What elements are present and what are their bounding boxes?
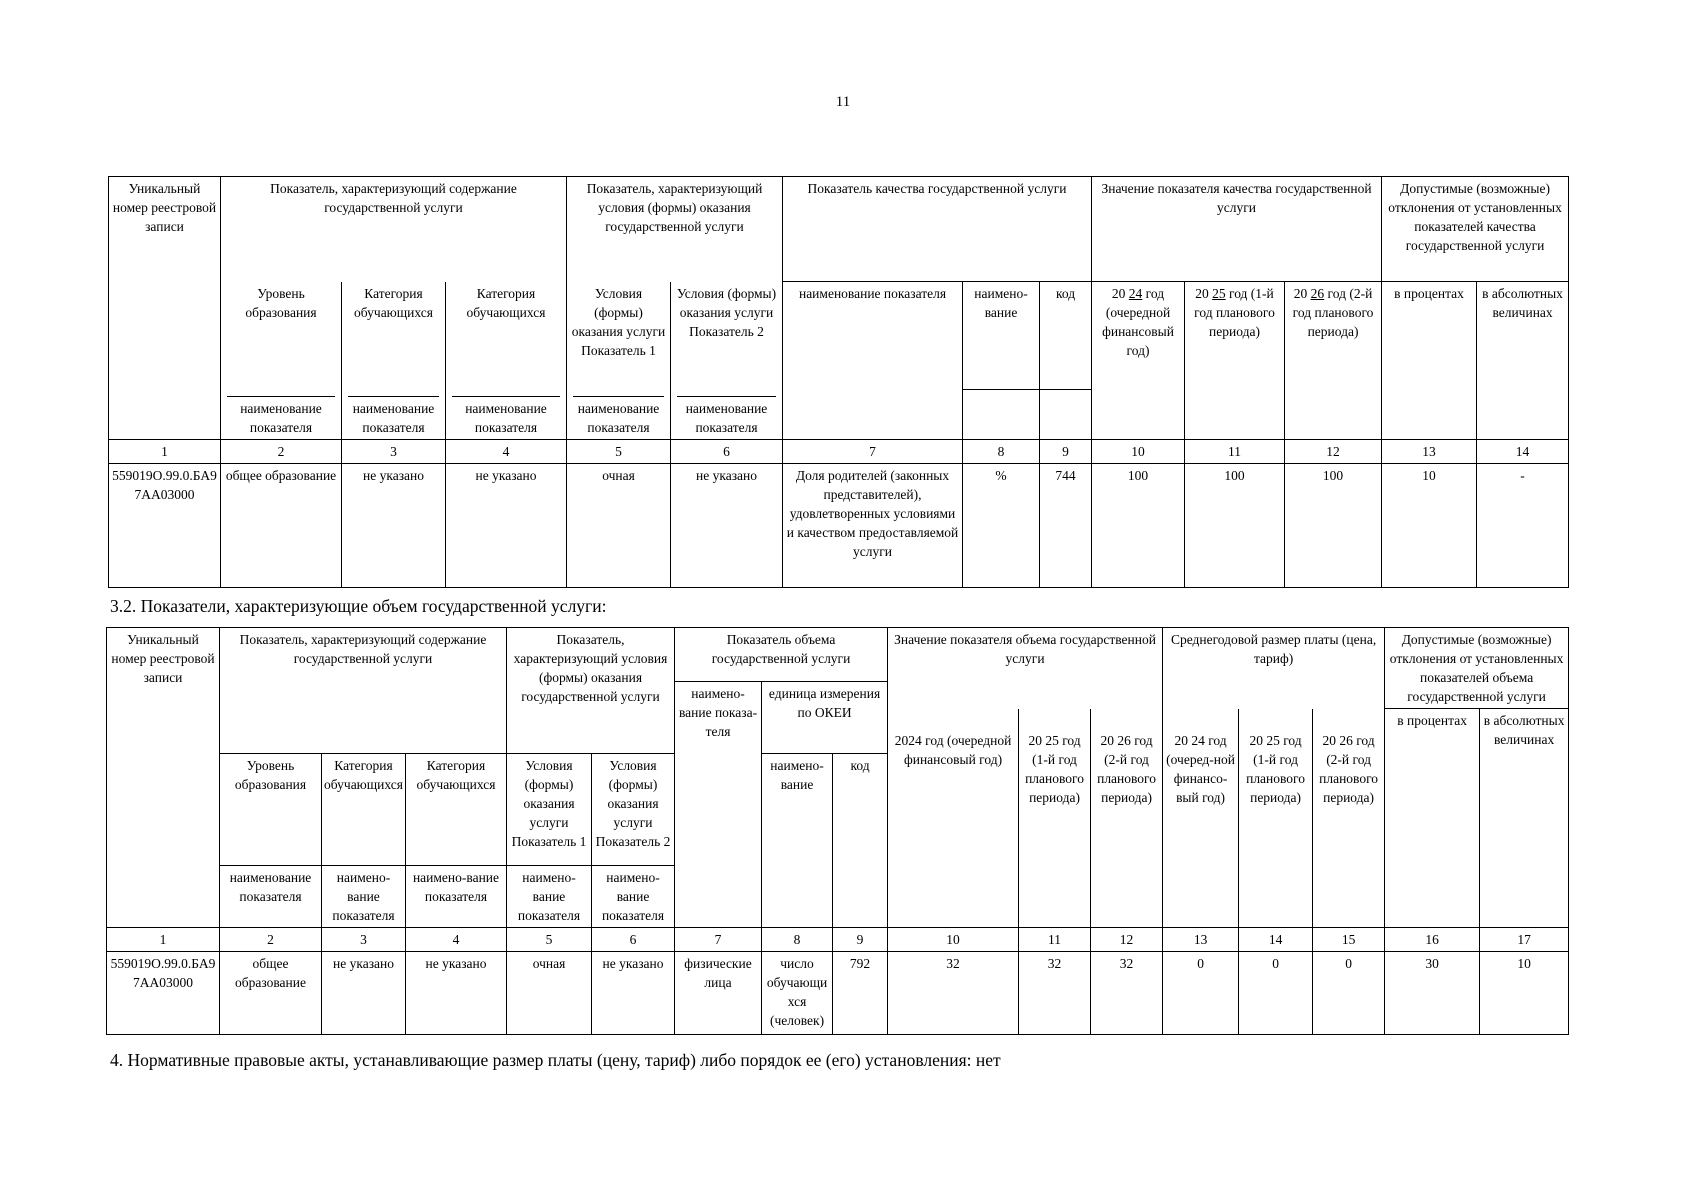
header-conditions-2: Условия (формы) оказания услуги Показатель 2 xyxy=(676,285,777,339)
col-num: 2 xyxy=(220,928,322,952)
page-number: 11 xyxy=(835,94,851,110)
header-volume-value: Значение показателя объема государственной услуги xyxy=(888,628,1163,709)
section-3-2-heading: 3.2. Показатели, характеризующие объем государственной услуги: xyxy=(110,596,607,616)
table-row xyxy=(107,952,1569,1035)
registry-number: 559019О.99.0.БА97АА03000 xyxy=(107,952,220,1035)
cell-value: % xyxy=(963,463,1040,587)
year-3-value: 26 xyxy=(1310,286,1325,301)
header-student-category-2: Категория обучающихся xyxy=(406,754,507,866)
indicator-name-1: наименование показателя xyxy=(220,866,322,928)
unit-code-empty xyxy=(1040,390,1092,440)
header-content-indicator: Показатель, характеризующий содержание государственной услуги xyxy=(220,628,507,709)
col-num: 14 xyxy=(1477,439,1569,463)
header-unit-okei: единица измерения по ОКЕИ xyxy=(762,682,888,754)
header-unique-number: Уникальный номер реестровой записи xyxy=(107,628,220,754)
col-num: 9 xyxy=(1040,439,1092,463)
header-year-2: 20 25 год (1-й год планового периода) xyxy=(1185,282,1285,440)
indicator-name-2: наимено-вание показателя xyxy=(322,866,406,928)
cell-value: 32 xyxy=(1019,952,1091,1035)
cell-value: 10 xyxy=(1480,952,1569,1035)
cell-value: число обучающихся (человек) xyxy=(762,952,833,1035)
header-unique-number: Уникальный номер реестровой записи xyxy=(109,177,221,440)
header-allowed-deviations: Допустимые (возможные) отклонения от установленных показателей качества государственной услуги xyxy=(1382,177,1569,282)
col-num: 9 xyxy=(833,928,888,952)
header-quality-indicator: Показатель качества государственной услуги xyxy=(783,177,1092,282)
col-num: 1 xyxy=(109,439,221,463)
col-num: 1 xyxy=(107,928,220,952)
col-num: 8 xyxy=(963,439,1040,463)
column-numbers-row xyxy=(109,439,1569,463)
cell-value: 0 xyxy=(1239,952,1313,1035)
col-num: 2 xyxy=(221,439,342,463)
header-value-year-3: 20 26 год (2-й год планового периода) xyxy=(1091,709,1163,928)
header-student-category-1: Категория обучающихся xyxy=(354,285,433,320)
header-education-level: Уровень образования xyxy=(245,285,317,320)
unique-spacer xyxy=(107,754,220,928)
header-value-year-2: 20 25 год (1-й год планового периода) xyxy=(1019,709,1091,928)
col-num: 3 xyxy=(342,439,446,463)
col-num: 4 xyxy=(406,928,507,952)
cell-c2 xyxy=(342,282,446,390)
table-row xyxy=(109,463,1569,587)
cell-value: 32 xyxy=(1091,952,1163,1035)
cell-value: не указано xyxy=(592,952,675,1035)
cell-value: 744 xyxy=(1040,463,1092,587)
header-quality-value: Значение показателя качества государственной услуги xyxy=(1092,177,1382,282)
header-average-fee: Среднегодовой размер платы (цена, тариф) xyxy=(1163,628,1385,709)
cell-value: 0 xyxy=(1163,952,1239,1035)
registry-number: 559019О.99.0.БА97АА03000 xyxy=(109,463,221,587)
indicator-name-2: наименование показателя xyxy=(342,390,446,440)
header-fee-year-1: 20 24 год (очеред-ной финансо-вый год) xyxy=(1163,709,1239,928)
conditions-spacer xyxy=(507,709,675,754)
col-num: 4 xyxy=(446,439,567,463)
col-num: 16 xyxy=(1385,928,1480,952)
header-absolute: в абсолютных величинах xyxy=(1480,709,1569,928)
col-num: 12 xyxy=(1091,928,1163,952)
col-num: 6 xyxy=(592,928,675,952)
header-percent: в процентах xyxy=(1385,709,1480,928)
col-num: 14 xyxy=(1239,928,1313,952)
section-4-text: 4. Нормативные правовые акты, устанавливающие размер платы (цену, тариф) либо порядок ее (его) установления: нет xyxy=(110,1050,1001,1070)
header-fee-year-2: 20 25 год (1-й год планового периода) xyxy=(1239,709,1313,928)
header-year-1: 20 24 год (очередной финансовый год) xyxy=(1092,282,1185,440)
indicator-name-3: наименование показателя xyxy=(446,390,567,440)
header-value-year-1: 2024 год (очередной финансовый год) xyxy=(888,709,1019,928)
cell-value: 792 xyxy=(833,952,888,1035)
volume-indicators-table xyxy=(106,627,1569,1035)
col-num: 7 xyxy=(783,439,963,463)
cell-value: не указано xyxy=(322,952,406,1035)
indicator-name-1: наименование показателя xyxy=(221,390,342,440)
header-conditions-indicator: Показатель, характеризующий условия (формы) оказания государственной услуги xyxy=(567,177,783,282)
cell-value: общее образование xyxy=(220,952,322,1035)
col-num: 13 xyxy=(1163,928,1239,952)
header-volume-name: наимено-вание показа-теля xyxy=(675,682,762,928)
header-student-category-2: Категория обучающихся xyxy=(466,285,546,320)
col-num: 10 xyxy=(1092,439,1185,463)
header-unit-code: код xyxy=(1040,282,1092,390)
cell-value: очная xyxy=(507,952,592,1035)
col-num: 7 xyxy=(675,928,762,952)
header-volume-indicator: Показатель объема государственной услуги xyxy=(675,628,888,682)
header-fee-year-3: 20 26 год (2-й год планового периода) xyxy=(1313,709,1385,928)
header-student-category-1: Категория обучающихся xyxy=(322,754,406,866)
col-num: 11 xyxy=(1019,928,1091,952)
quality-indicator-name: Доля родителей (законных представителей), удовлетворенных условиями и качеством предоставляемой услуги xyxy=(783,463,963,587)
col-num: 6 xyxy=(671,439,783,463)
indicator-name-5: наименование показателя xyxy=(671,390,783,440)
header-quality-name: наименование показателя xyxy=(783,282,963,440)
col-num: 13 xyxy=(1382,439,1477,463)
year-1-value: 24 xyxy=(1128,286,1143,301)
col-num: 5 xyxy=(567,439,671,463)
cell-value: 100 xyxy=(1092,463,1185,587)
header-conditions-2: Условия (формы) оказания услуги Показатель 2 xyxy=(592,754,675,866)
column-numbers-row xyxy=(107,928,1569,952)
indicator-name-5: наимено-вание показателя xyxy=(592,866,675,928)
header-unit-name: наимено-вание xyxy=(963,282,1040,390)
cell-value: не указано xyxy=(671,463,783,587)
col-num: 17 xyxy=(1480,928,1569,952)
cell-value: 32 xyxy=(888,952,1019,1035)
cell-value: не указано xyxy=(342,463,446,587)
unit-name-empty xyxy=(963,390,1040,440)
cell-c3 xyxy=(446,282,567,390)
header-absolute: в абсолютных величинах xyxy=(1477,282,1569,440)
indicator-name-4: наимено-вание показателя xyxy=(507,866,592,928)
cell-value: общее образование xyxy=(221,463,342,587)
cell-value: не указано xyxy=(406,952,507,1035)
header-content-indicator: Показатель, характеризующий содержание государственной услуги xyxy=(221,177,567,282)
header-year-3: 20 26 год (2-й год планового периода) xyxy=(1285,282,1382,440)
indicator-name-3: наимено-вание показателя xyxy=(406,866,507,928)
cell-value: физические лица xyxy=(675,952,762,1035)
header-conditions-1: Условия (формы) оказания услуги Показатель 1 xyxy=(571,285,666,358)
cell-u1 xyxy=(567,282,671,390)
header-unit-name: наимено-вание xyxy=(762,754,833,928)
header-percent: в процентах xyxy=(1382,282,1477,440)
year-2-value: 25 xyxy=(1212,286,1226,301)
col-num: 8 xyxy=(762,928,833,952)
cell-c1 xyxy=(221,282,342,390)
cell-value: не указано xyxy=(446,463,567,587)
col-num: 11 xyxy=(1185,439,1285,463)
cell-value: 10 xyxy=(1382,463,1477,587)
cell-value: - xyxy=(1477,463,1569,587)
header-conditions-indicator: Показатель, характеризующий условия (формы) оказания государственной услуги xyxy=(507,628,675,709)
col-num: 10 xyxy=(888,928,1019,952)
indicator-name-4: наименование показателя xyxy=(567,390,671,440)
quality-indicators-table xyxy=(108,176,1569,588)
col-num: 3 xyxy=(322,928,406,952)
col-num: 5 xyxy=(507,928,592,952)
cell-value: 30 xyxy=(1385,952,1480,1035)
col-num: 12 xyxy=(1285,439,1382,463)
cell-value: очная xyxy=(567,463,671,587)
col-num: 15 xyxy=(1313,928,1385,952)
header-conditions-1: Условия (формы) оказания услуги Показатель 1 xyxy=(507,754,592,866)
cell-value: 100 xyxy=(1185,463,1285,587)
header-allowed-deviations: Допустимые (возможные) отклонения от установленных показателей объема государственной услуги xyxy=(1385,628,1569,709)
header-unit-code: код xyxy=(833,754,888,928)
cell-u2 xyxy=(671,282,783,390)
content-spacer xyxy=(220,709,507,754)
cell-value: 0 xyxy=(1313,952,1385,1035)
header-education-level: Уровень образования xyxy=(220,754,322,866)
cell-value: 100 xyxy=(1285,463,1382,587)
